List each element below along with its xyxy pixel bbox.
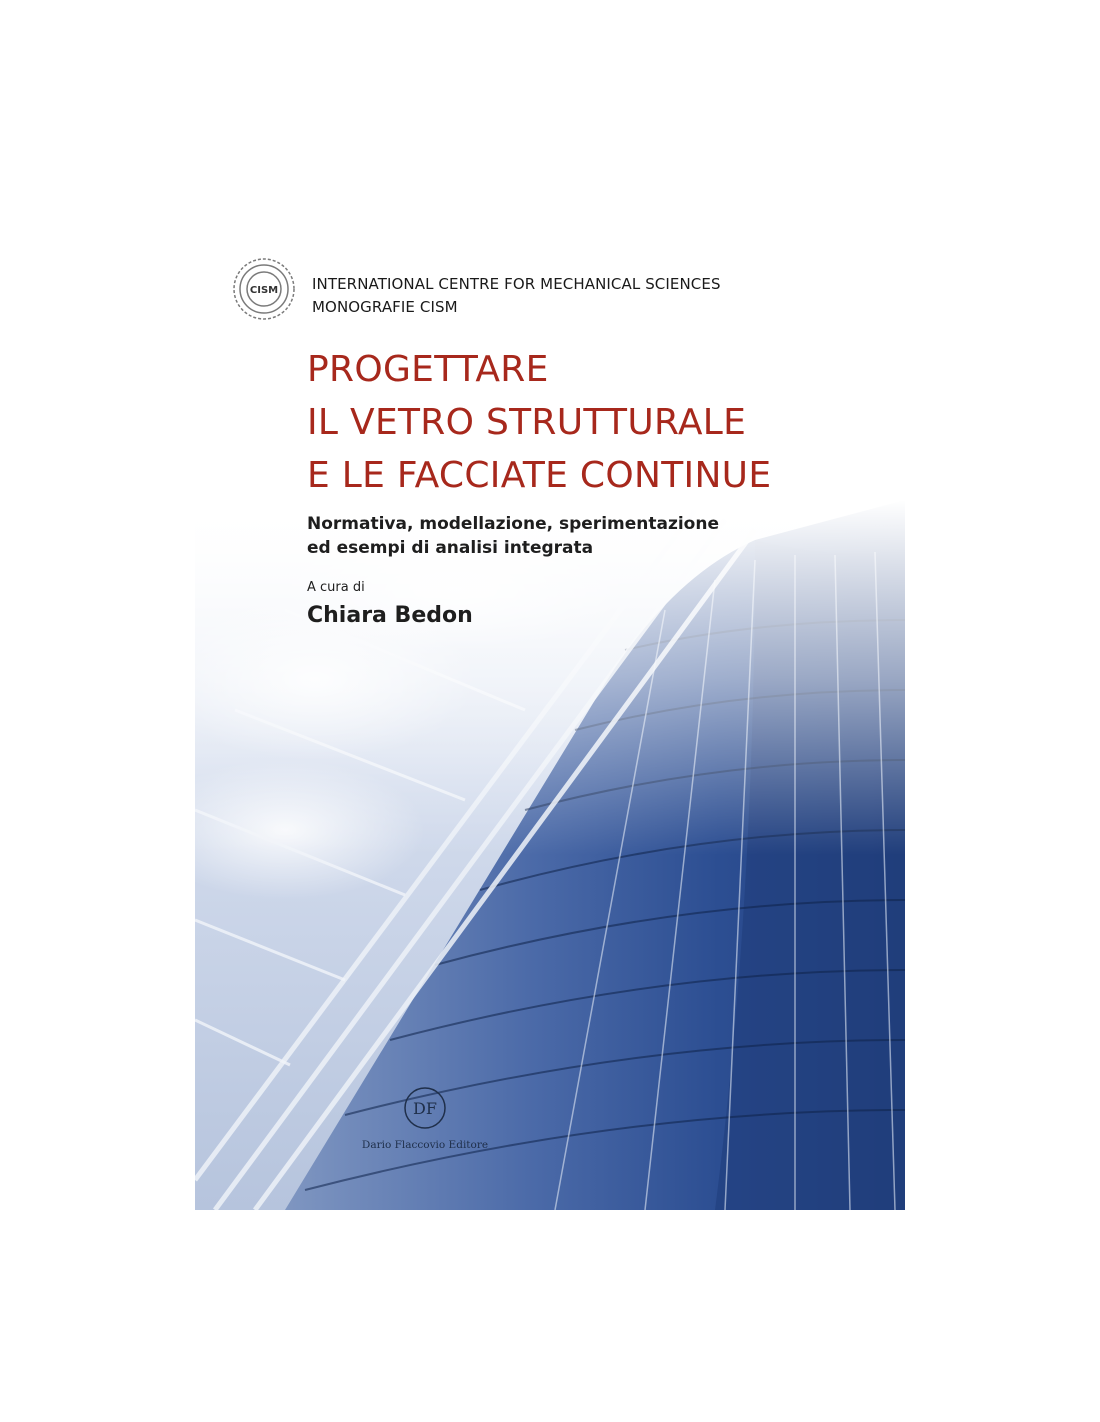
book-title-line-1: PROGETTARE bbox=[307, 349, 549, 390]
publisher-logo bbox=[345, 1085, 505, 1175]
publisher-mark-text: DF bbox=[413, 1099, 437, 1118]
glass-facade-image bbox=[195, 500, 905, 1210]
publisher-mark-icon bbox=[402, 1085, 448, 1131]
book-cover bbox=[195, 230, 905, 1210]
editor-label: A cura di bbox=[307, 580, 365, 595]
organization-name: INTERNATIONAL CENTRE FOR MECHANICAL SCIENCES bbox=[312, 275, 721, 293]
cism-logo bbox=[230, 255, 298, 323]
series-name: MONOGRAFIE CISM bbox=[312, 298, 458, 316]
publisher-name: Dario Flaccovio Editore bbox=[361, 1139, 489, 1151]
book-subtitle-line-2: ed esempi di analisi integrata bbox=[307, 538, 594, 558]
cism-header bbox=[230, 255, 870, 345]
book-subtitle-line-1: Normativa, modellazione, sperimentazione bbox=[307, 514, 719, 534]
book-title-line-3: E LE FACCIATE CONTINUE bbox=[307, 455, 772, 496]
editor-name: Chiara Bedon bbox=[307, 603, 473, 628]
book-title-line-2: IL VETRO STRUTTURALE bbox=[307, 402, 747, 443]
logo-text: CISM bbox=[249, 285, 279, 296]
